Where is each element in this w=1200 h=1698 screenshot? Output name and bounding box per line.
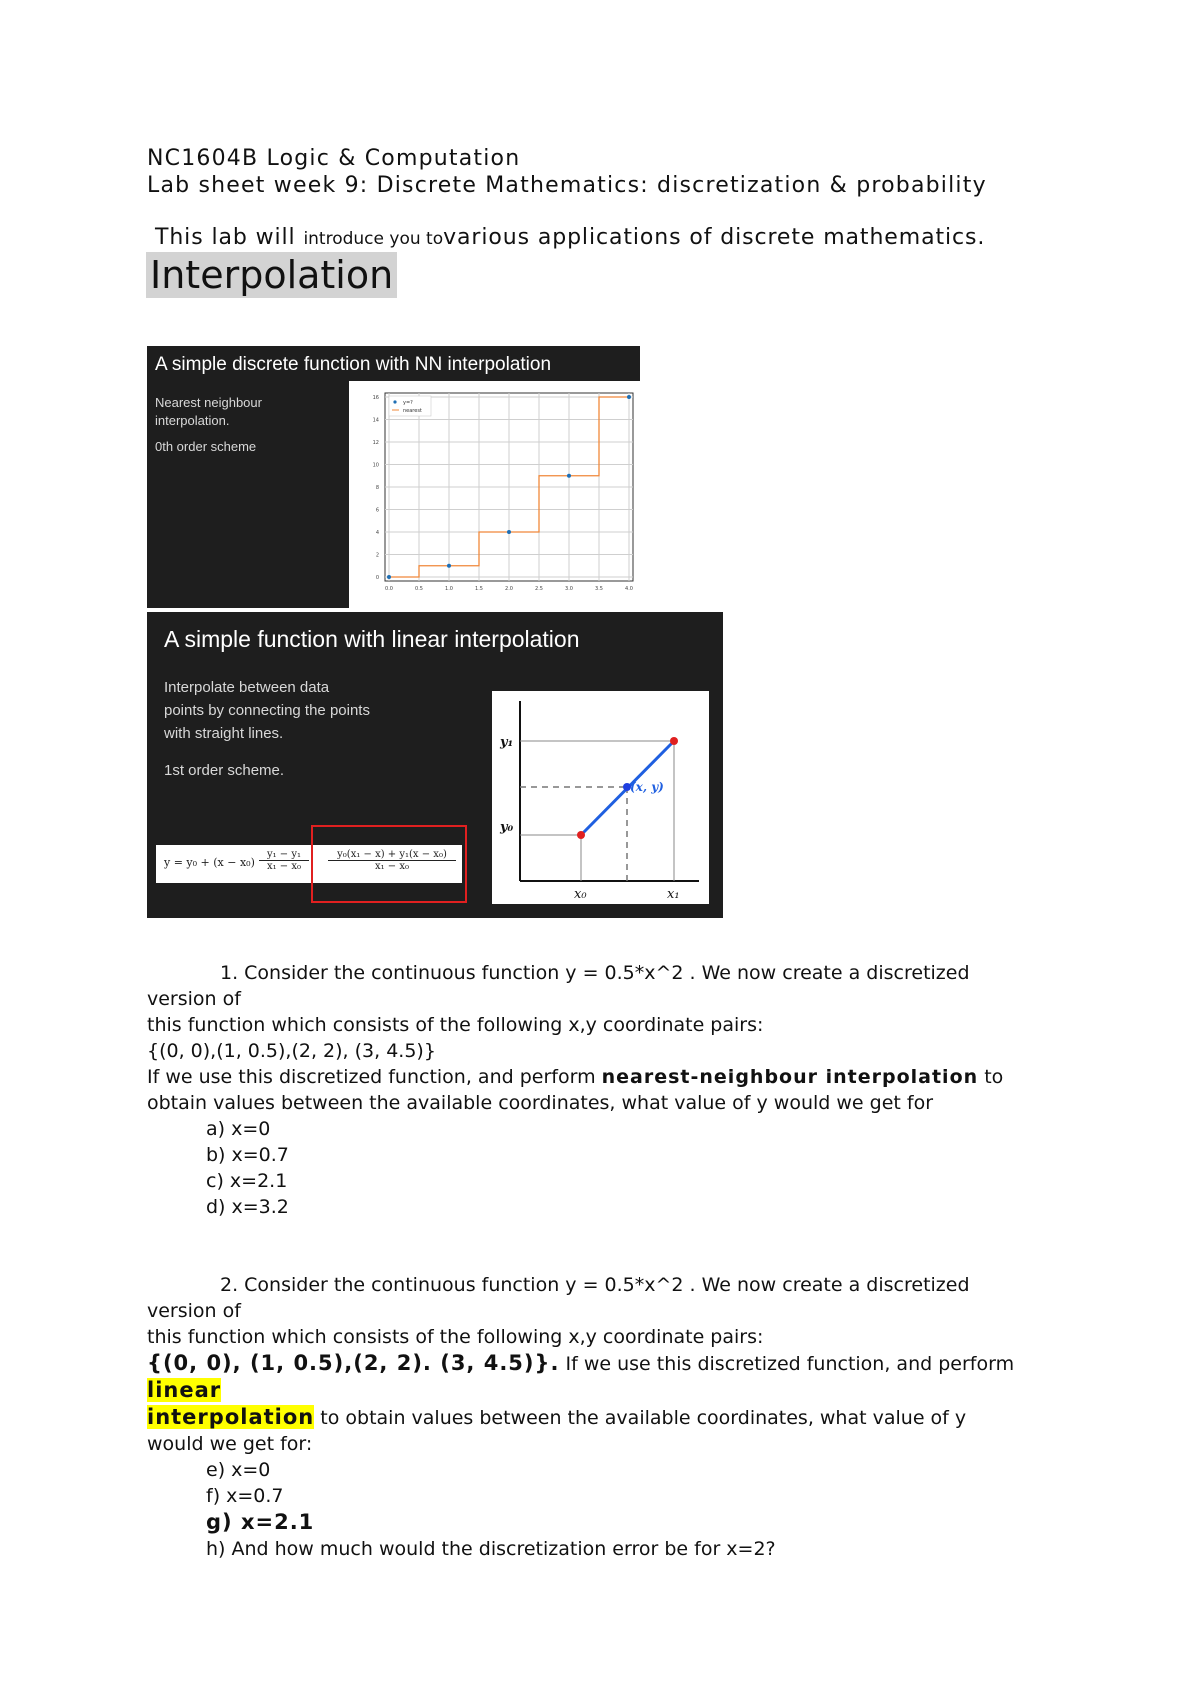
intro-b: introduce you to	[303, 229, 444, 249]
legend-label-nearest: nearest	[403, 408, 422, 414]
y-tick-label: 0	[375, 575, 379, 581]
intro-c: various applications of discrete mathematics.	[443, 225, 986, 250]
slide2-desc1: Interpolate between data	[164, 679, 330, 696]
q2-line6: would we get for:	[147, 1433, 313, 1455]
x-tick-label: 0.0	[385, 586, 393, 592]
lab-title: Lab sheet week 9: Discrete Mathematics: discretization & probability	[147, 173, 987, 198]
q2-line3	[147, 1350, 1014, 1377]
intro-a: This lab will	[155, 225, 304, 250]
q1-line4-a: If we use this discretized function, and perform	[147, 1066, 602, 1088]
q2-g-text: g) x=2.1	[206, 1510, 315, 1534]
x-tick-label: 1.5	[475, 586, 483, 592]
slide1-desc1: Nearest neighbour	[155, 395, 262, 410]
frac2-den: x₁ − x₀	[374, 861, 410, 872]
q2-line5	[147, 1404, 1014, 1431]
nn-chart-panel	[349, 381, 640, 608]
q2-pairs: {(0, 0), (1, 0.5),(2, 2). (3, 4.5)}.	[147, 1351, 560, 1375]
course-title: NC1604B Logic & Computation	[147, 146, 521, 171]
slide2-desc	[164, 676, 370, 782]
q1-line4-c: to	[978, 1066, 1004, 1088]
q2-line5-rest: to obtain values between the available coordinates, what value of y	[314, 1407, 967, 1429]
q1-line5: obtain values between the available coordinates, what value of y would we get for	[147, 1092, 934, 1114]
data-point	[627, 395, 631, 399]
data-point	[567, 474, 571, 478]
data-point	[387, 575, 391, 579]
q2-line4	[147, 1377, 1014, 1404]
q2-interpolation: interpolation	[147, 1405, 315, 1429]
x-tick-label: 1.0	[445, 586, 453, 592]
x-tick-label: 4.0	[625, 586, 633, 592]
section-title: Interpolation	[146, 252, 397, 298]
q1-intro2: version of	[147, 988, 241, 1010]
q2-f: f) x=0.7	[206, 1485, 284, 1507]
q1-line4	[147, 1064, 1003, 1090]
y-tick-label: 10	[372, 462, 379, 469]
y-tick-label: 16	[372, 395, 379, 401]
linear-diagram	[492, 691, 709, 904]
q2-e: e) x=0	[206, 1459, 271, 1481]
x-tick-label: 2.0	[505, 586, 513, 592]
label-x0: x₀	[574, 887, 587, 902]
slide1-desc	[155, 394, 262, 457]
q1-c: c) x=2.1	[206, 1170, 288, 1192]
x-tick-label: 2.5	[535, 586, 543, 592]
point-x0-y0	[577, 831, 585, 839]
slide2-desc3: with straight lines.	[164, 725, 284, 742]
frac1-num: y₁ − y₁	[259, 849, 309, 861]
data-point	[507, 530, 511, 534]
slide-nn-interpolation	[147, 346, 640, 608]
question-1	[147, 960, 1003, 1220]
slide2-desc2: points by connecting the points	[164, 702, 370, 719]
label-y1: y₁	[500, 735, 514, 750]
x-tick-label: 0.5	[415, 586, 423, 592]
q2-line2: this function which consists of the following x,y coordinate pairs:	[147, 1326, 764, 1348]
q2-h: h) And how much would the discretization error be for x=2?	[206, 1538, 776, 1560]
q2-linear: linear	[147, 1378, 222, 1402]
q1-a: a) x=0	[206, 1118, 271, 1140]
nn-chart	[349, 381, 640, 608]
x-tick-label: 3.5	[595, 586, 603, 592]
q1-line2: this function which consists of the following x,y coordinate pairs:	[147, 1014, 764, 1036]
intro-line	[155, 225, 985, 250]
slide2-title: A simple function with linear interpolation	[164, 626, 580, 652]
linear-diagram-panel	[492, 691, 709, 904]
q2-g	[147, 1509, 1014, 1536]
question-2	[147, 1272, 1014, 1562]
label-x1: x₁	[667, 887, 680, 902]
formula-left: y = y₀ + (x − x₀)	[164, 856, 255, 869]
y-tick-label: 2	[375, 552, 379, 559]
frac2-num: y₀(x₁ − x) + y₁(x − x₀)	[328, 849, 456, 861]
point-x1-y1	[670, 737, 678, 745]
slide1-desc2: interpolation.	[155, 413, 230, 429]
q1-b: b) x=0.7	[206, 1144, 289, 1166]
fraction-1	[259, 849, 309, 872]
frac1-den: x₁ − x₀	[266, 861, 302, 872]
slide1-desc3: 0th order scheme	[155, 439, 257, 455]
legend-marker-points	[393, 400, 396, 403]
x-tick-label: 3.0	[565, 586, 573, 592]
y-tick-label: 12	[372, 440, 379, 446]
q2-intro2: version of	[147, 1300, 241, 1322]
y-tick-label: 14	[372, 417, 379, 424]
highlight-rect	[311, 825, 467, 903]
q1-d: d) x=3.2	[206, 1196, 289, 1218]
q1-line4-bold: nearest-neighbour interpolation	[601, 1066, 979, 1088]
y-tick-label: 4	[375, 530, 379, 536]
label-xy: (x, y)	[630, 780, 664, 794]
legend-label-points: y=?	[403, 400, 413, 406]
q2-intro: 2. Consider the continuous function y = 0.5*x^2 . We now create a discretized	[220, 1274, 970, 1296]
slide2-desc4: 1st order scheme.	[164, 762, 285, 779]
slide1-title: A simple discrete function with NN interpolation	[155, 354, 552, 375]
y-tick-label: 8	[375, 485, 379, 491]
slide-linear-interpolation	[147, 612, 723, 918]
q1-intro: 1. Consider the continuous function y = 0.5*x^2 . We now create a discretized	[220, 962, 970, 984]
q1-pairs: {(0, 0),(1, 0.5),(2, 2), (3, 4.5)}	[147, 1040, 436, 1062]
y-tick-label: 6	[375, 507, 379, 514]
label-y0: y₀	[500, 820, 514, 835]
data-point	[447, 564, 451, 568]
q2-line3-rest: If we use this discretized function, and perform	[559, 1353, 1015, 1375]
